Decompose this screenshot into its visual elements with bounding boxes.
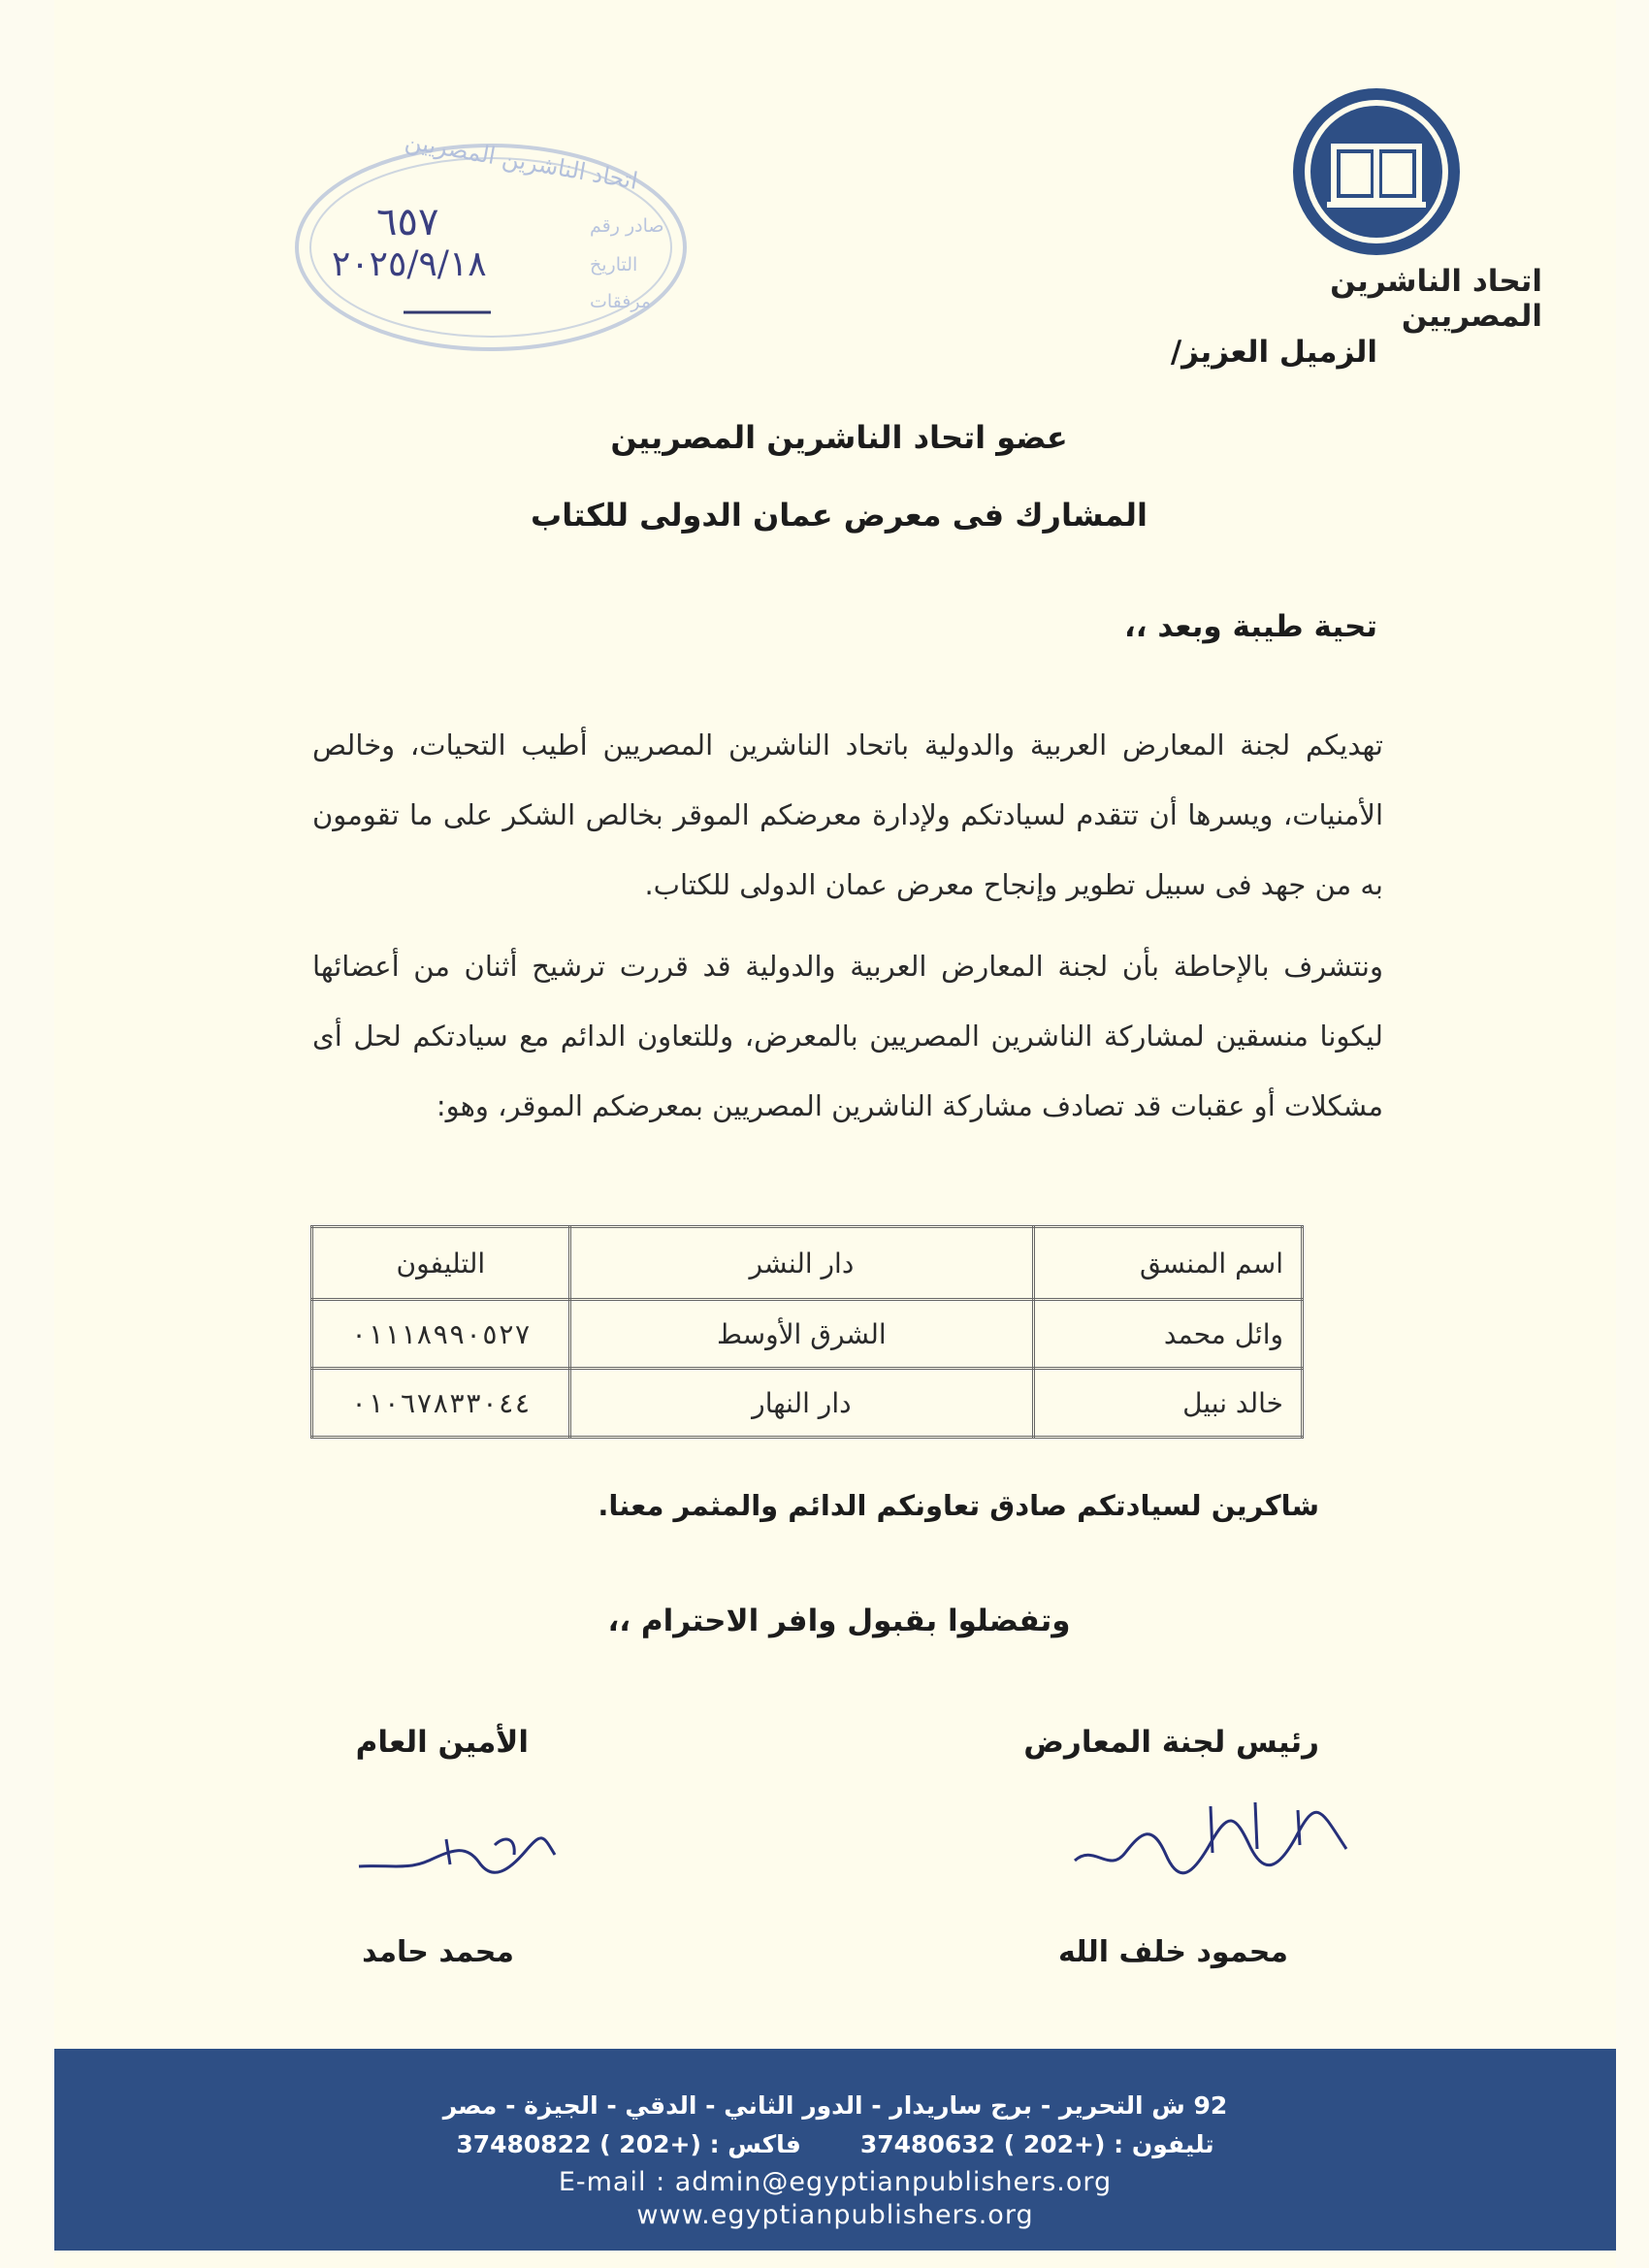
handwritten-signature-left [349,1816,563,1894]
header-coordinator-name: اسم المنسق [1034,1227,1303,1300]
open-book-icon [1290,85,1463,258]
signature-name-right: محمود خلف الله [1058,1935,1288,1969]
org-logo [1290,85,1463,258]
greeting: تحية طيبة وبعد ،، [1124,609,1377,644]
coordinator-name: وائل محمد [1034,1300,1303,1369]
signature-title-left: الأمين العام [355,1725,529,1760]
handwritten-signature-right [1065,1785,1356,1892]
recipient-line-1: عضو اتحاد الناشرين المصريين [610,419,1068,456]
footer-fax: 37480822 ( 202+) [456,2130,701,2158]
table-row [312,1369,1303,1438]
table-row [312,1300,1303,1369]
publisher-name: الشرق الأوسط [569,1300,1033,1369]
closing-line: وتفضلوا بقبول وافر الاحترام ،، [607,1604,1071,1638]
publisher-name: دار النهار [569,1369,1033,1438]
thanks-line: شاكرين لسيادتكم صادق تعاونكم الدائم والمثمر معنا. [598,1489,1319,1522]
header-phone: التليفون [312,1227,570,1300]
header-publisher: دار النشر [569,1227,1033,1300]
coordinator-name: خالد نبيل [1034,1369,1303,1438]
table-header-row [312,1227,1303,1300]
stamp-ref-number: ٦٥٧ [376,200,439,244]
phone-number: ٠١١١٨٩٩٠٥٢٧ [312,1300,570,1369]
org-name: اتحاد الناشرين المصريين [1330,264,1542,334]
footer-phone: 37480632 ( 202+) [859,2130,1106,2158]
footer-address: 92 ش التحرير - برج ساريدار - الدور الثاني - الدقي - الجيزة - مصر [442,2091,1228,2120]
stamp-field-ref: صادر رقم [590,215,664,237]
salutation: الزميل العزيز/ [1170,335,1377,370]
footer-fax-label: فاكس : [709,2130,801,2158]
footer-email[interactable]: E-mail : admin@egyptianpublishers.org [558,2167,1113,2197]
phone-number: ٠١٠٦٧٨٣٣٠٤٤ [312,1369,570,1438]
signature-title-right: رئيس لجنة المعارض [1023,1725,1319,1760]
incoming-stamp [287,127,704,359]
footer-band [54,2049,1616,2251]
footer-phone-label: تليفون : [1114,2130,1214,2158]
stamp-field-date: التاريخ [590,254,638,275]
stamp-date: ٢٠٢٥/٩/١٨ [332,244,487,284]
paragraph-1: تهديكم لجنة المعارض العربية والدولية باتحاد الناشرين المصريين أطيب التحيات، وخالص الأمنيات، ويسرها أن تتقدم لسيادتكم ولإدارة معرضكم الموقر بخالص الشكر على ما تقومون به من جهد فى سبيل تطوير وإنجاح معرض عمان الدولى للكتاب. [312,729,1383,901]
footer-contact-line [54,2130,1616,2158]
stamp-org-text: اتحاد الناشرين المصريين [403,127,640,195]
coordinators-table [310,1225,1304,1439]
recipient-line-2: المشارك فى معرض عمان الدولى للكتاب [531,497,1148,534]
stamp-field-attach: مرفقات [590,291,652,312]
signature-name-left: محمد حامد [362,1935,514,1969]
footer-website[interactable]: www.egyptianpublishers.org [636,2200,1034,2230]
paragraph-2: ونتشرف بالإحاطة بأن لجنة المعارض العربية والدولية قد قررت ترشيح أثنان من أعضائها ليكونا منسقين لمشاركة الناشرين المصريين بالمعرض، وللتعاون الدائم مع سيادتكم لحل أى مشكلات أو عقبات قد تصادف مشاركة الناشرين المصريين بمعرضكم الموقر، وهو: [312,950,1383,1122]
